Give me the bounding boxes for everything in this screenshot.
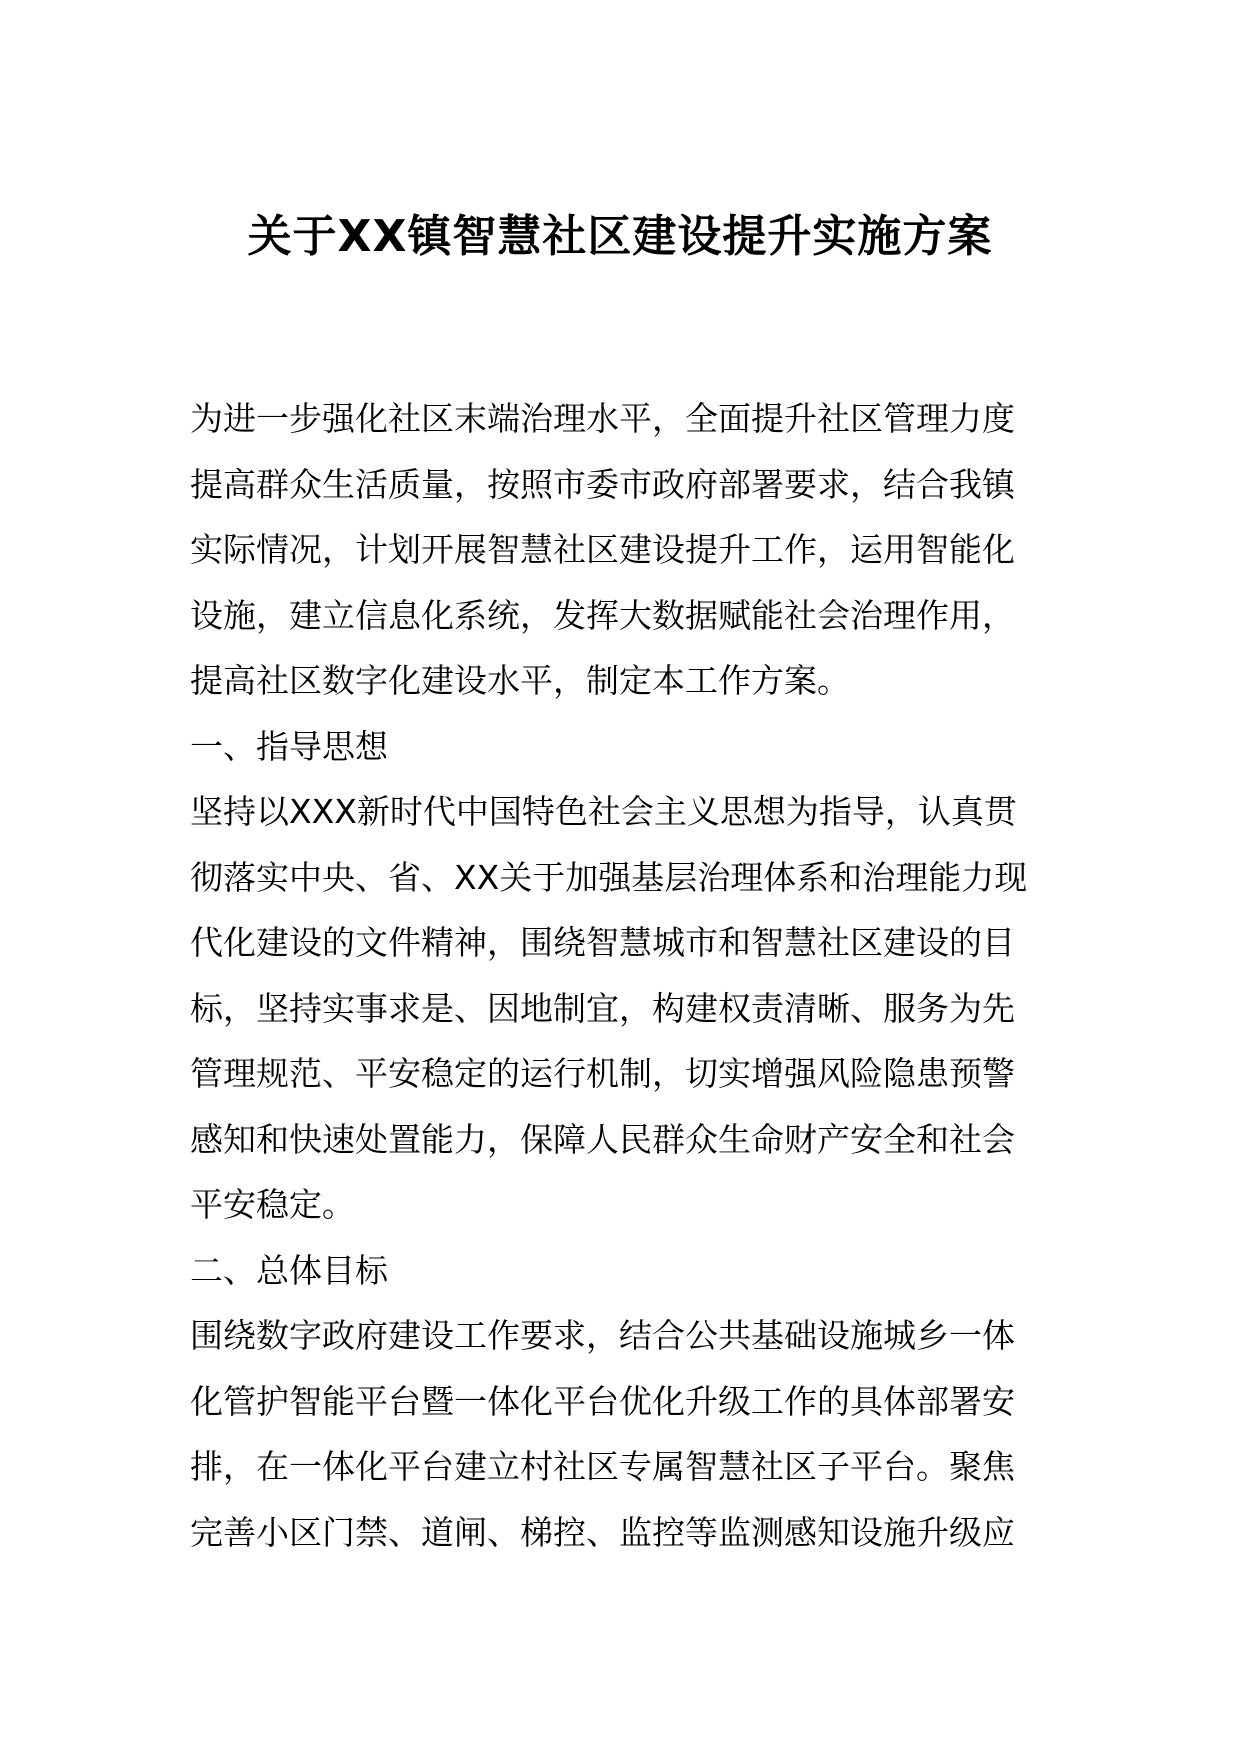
body-line: 管理规范、平安稳定的运行机制，切实增强风险隐患预警 (190, 1054, 1015, 1093)
document-body (190, 386, 1052, 1565)
body-line: 标，坚持实事求是、因地制宜，构建权责清晰、服务为先 (190, 988, 1015, 1028)
body-line: 设施，建立信息化系统，发挥大数据赋能社会治理作用， (190, 595, 1015, 635)
body-line: 提高社区数字化建设水平，制定本工作方案。 (190, 661, 850, 700)
body-line: 实际情况，计划开展智慧社区建设提升工作，运用智能化 (190, 530, 1015, 569)
body-line: 化管护智能平台暨一体化平台优化升级工作的具体部署安 (190, 1381, 1015, 1421)
body-line: 彻落实中央、省、XX关于加强基层治理体系和治理能力现 (190, 857, 1028, 897)
body-line: 代化建设的文件精神，围绕智慧城市和智慧社区建设的目 (190, 923, 1015, 962)
body-line: 排，在一体化平台建立村社区专属智慧社区子平台。聚焦 (190, 1447, 1015, 1486)
section-heading-overall-goals: 二、总体目标 (190, 1250, 388, 1290)
body-line: 完善小区门禁、道闸、梯控、监控等监测感知设施升级应 (190, 1512, 1015, 1552)
body-line: 提高群众生活质量，按照市委市政府部署要求，结合我镇 (190, 464, 1015, 504)
body-line: 为进一步强化社区末端治理水平，全面提升社区管理力度 (190, 399, 1015, 438)
body-line: 坚持以XXX新时代中国特色社会主义思想为指导，认真贯 (190, 792, 1017, 831)
document-title: 关于XX镇智慧社区建设提升实施方案 (247, 211, 993, 262)
body-line: 感知和快速处置能力，保障人民群众生命财产安全和社会 (190, 1119, 1015, 1159)
section-heading-guiding-ideology: 一、指导思想 (190, 726, 388, 766)
body-line: 平安稳定。 (190, 1185, 355, 1224)
body-line: 围绕数字政府建设工作要求，结合公共基础设施城乡一体 (190, 1316, 1015, 1355)
